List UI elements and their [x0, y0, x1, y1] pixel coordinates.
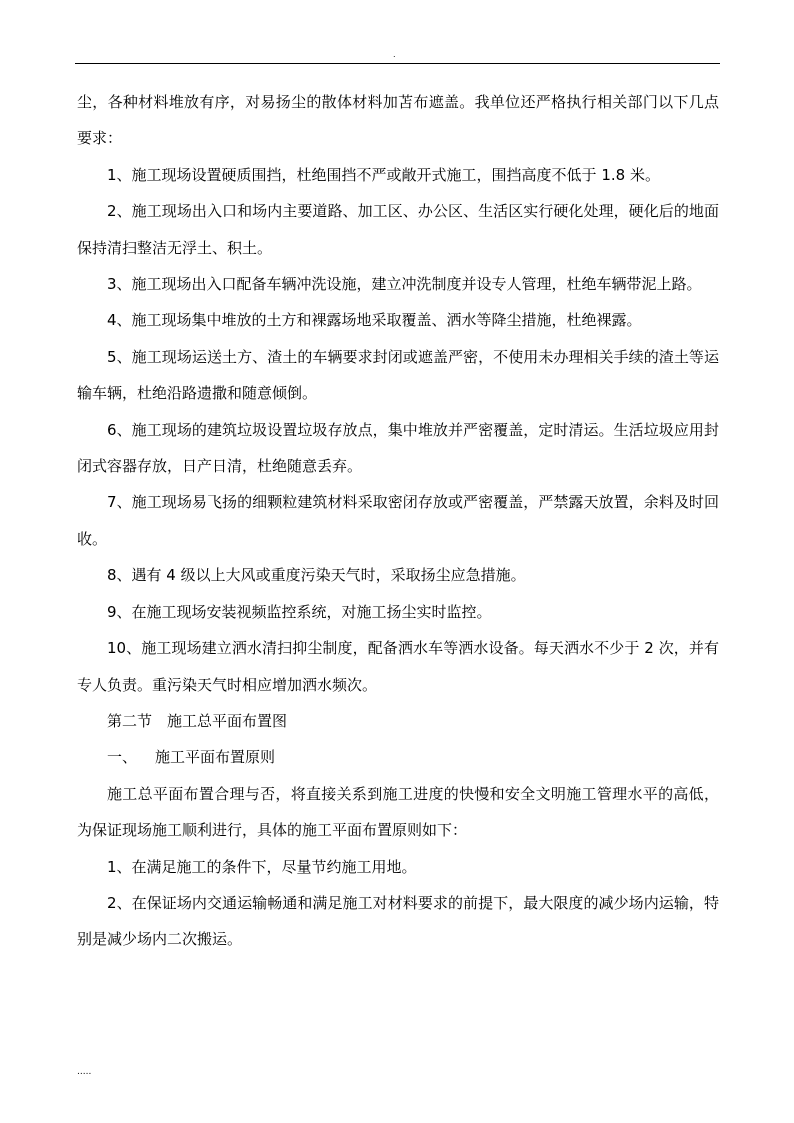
footer-mark: ..... [77, 1067, 92, 1077]
list-item-10: 10、施工现场建立洒水清扫抑尘制度，配备洒水车等洒水设备。每天洒水不少于 2 次，并有专人负责。重污染天气时相应增加洒水频次。 [77, 639, 719, 694]
header-rule [75, 63, 720, 64]
header-mark: . [393, 50, 396, 59]
list-item-8: 8、遇有 4 级以上大风或重度污染天气时，采取扬尘应急措施。 [107, 566, 526, 585]
paragraph-continuation: 尘，各种材料堆放有序，对易扬尘的散体材料加苫布遮盖。我单位还严格执行相关部门以下几点要求： [77, 93, 719, 148]
list-item-6: 6、施工现场的建筑垃圾设置垃圾存放点，集中堆放并严密覆盖，定时清运。生活垃圾应用封闭式容器存放，日产日清，杜绝随意丢弃。 [77, 420, 719, 476]
list-item-5: 5、施工现场运送土方、渣土的车辆要求封闭或遮盖严密，不使用未办理相关手续的渣土等运输车辆，杜绝沿路遗撒和随意倾倒。 [77, 347, 719, 403]
list-item-9: 9、在施工现场安装视频监控系统，对施工扬尘实时监控。 [107, 602, 492, 621]
list-item-2: 2、施工现场出入口和场内主要道路、加工区、办公区、生活区实行硬化处理，硬化后的地面保持清扫整洁无浮土、积土。 [77, 202, 719, 257]
document-body [77, 84, 719, 958]
layout-intro-paragraph: 施工总平面布置合理与否，将直接关系到施工进度的快慢和安全文明施工管理水平的高低，为保证现场施工顺利进行，具体的施工平面布置原则如下： [77, 784, 719, 840]
subsection-title: 施工平面布置原则 [155, 748, 276, 767]
list-item-3: 3、施工现场出入口配备车辆冲洗设施，建立冲洗制度并设专人管理，杜绝车辆带泥上路。 [107, 275, 702, 294]
list-item-1: 1、施工现场设置硬质围挡，杜绝围挡不严或敞开式施工，围挡高度不低于 1.8 米。 [107, 165, 660, 184]
list-item-4: 4、施工现场集中堆放的土方和裸露场地采取覆盖、洒水等降尘措施，杜绝裸露。 [107, 311, 642, 330]
section-title: 第二节 施工总平面布置图 [107, 711, 288, 730]
layout-principle-1: 1、在满足施工的条件下，尽量节约施工用地。 [107, 857, 417, 876]
subsection-heading [77, 739, 719, 775]
list-item-7: 7、施工现场易飞扬的细颗粒建筑材料采取密闭存放或严密覆盖，严禁露天放置，余料及时回收。 [77, 493, 719, 548]
layout-principle-2: 2、在保证场内交通运输畅通和满足施工对材料要求的前提下，最大限度的减少场内运输，特别是减少场内二次搬运。 [77, 893, 719, 949]
subsection-number: 一、 [107, 748, 138, 767]
